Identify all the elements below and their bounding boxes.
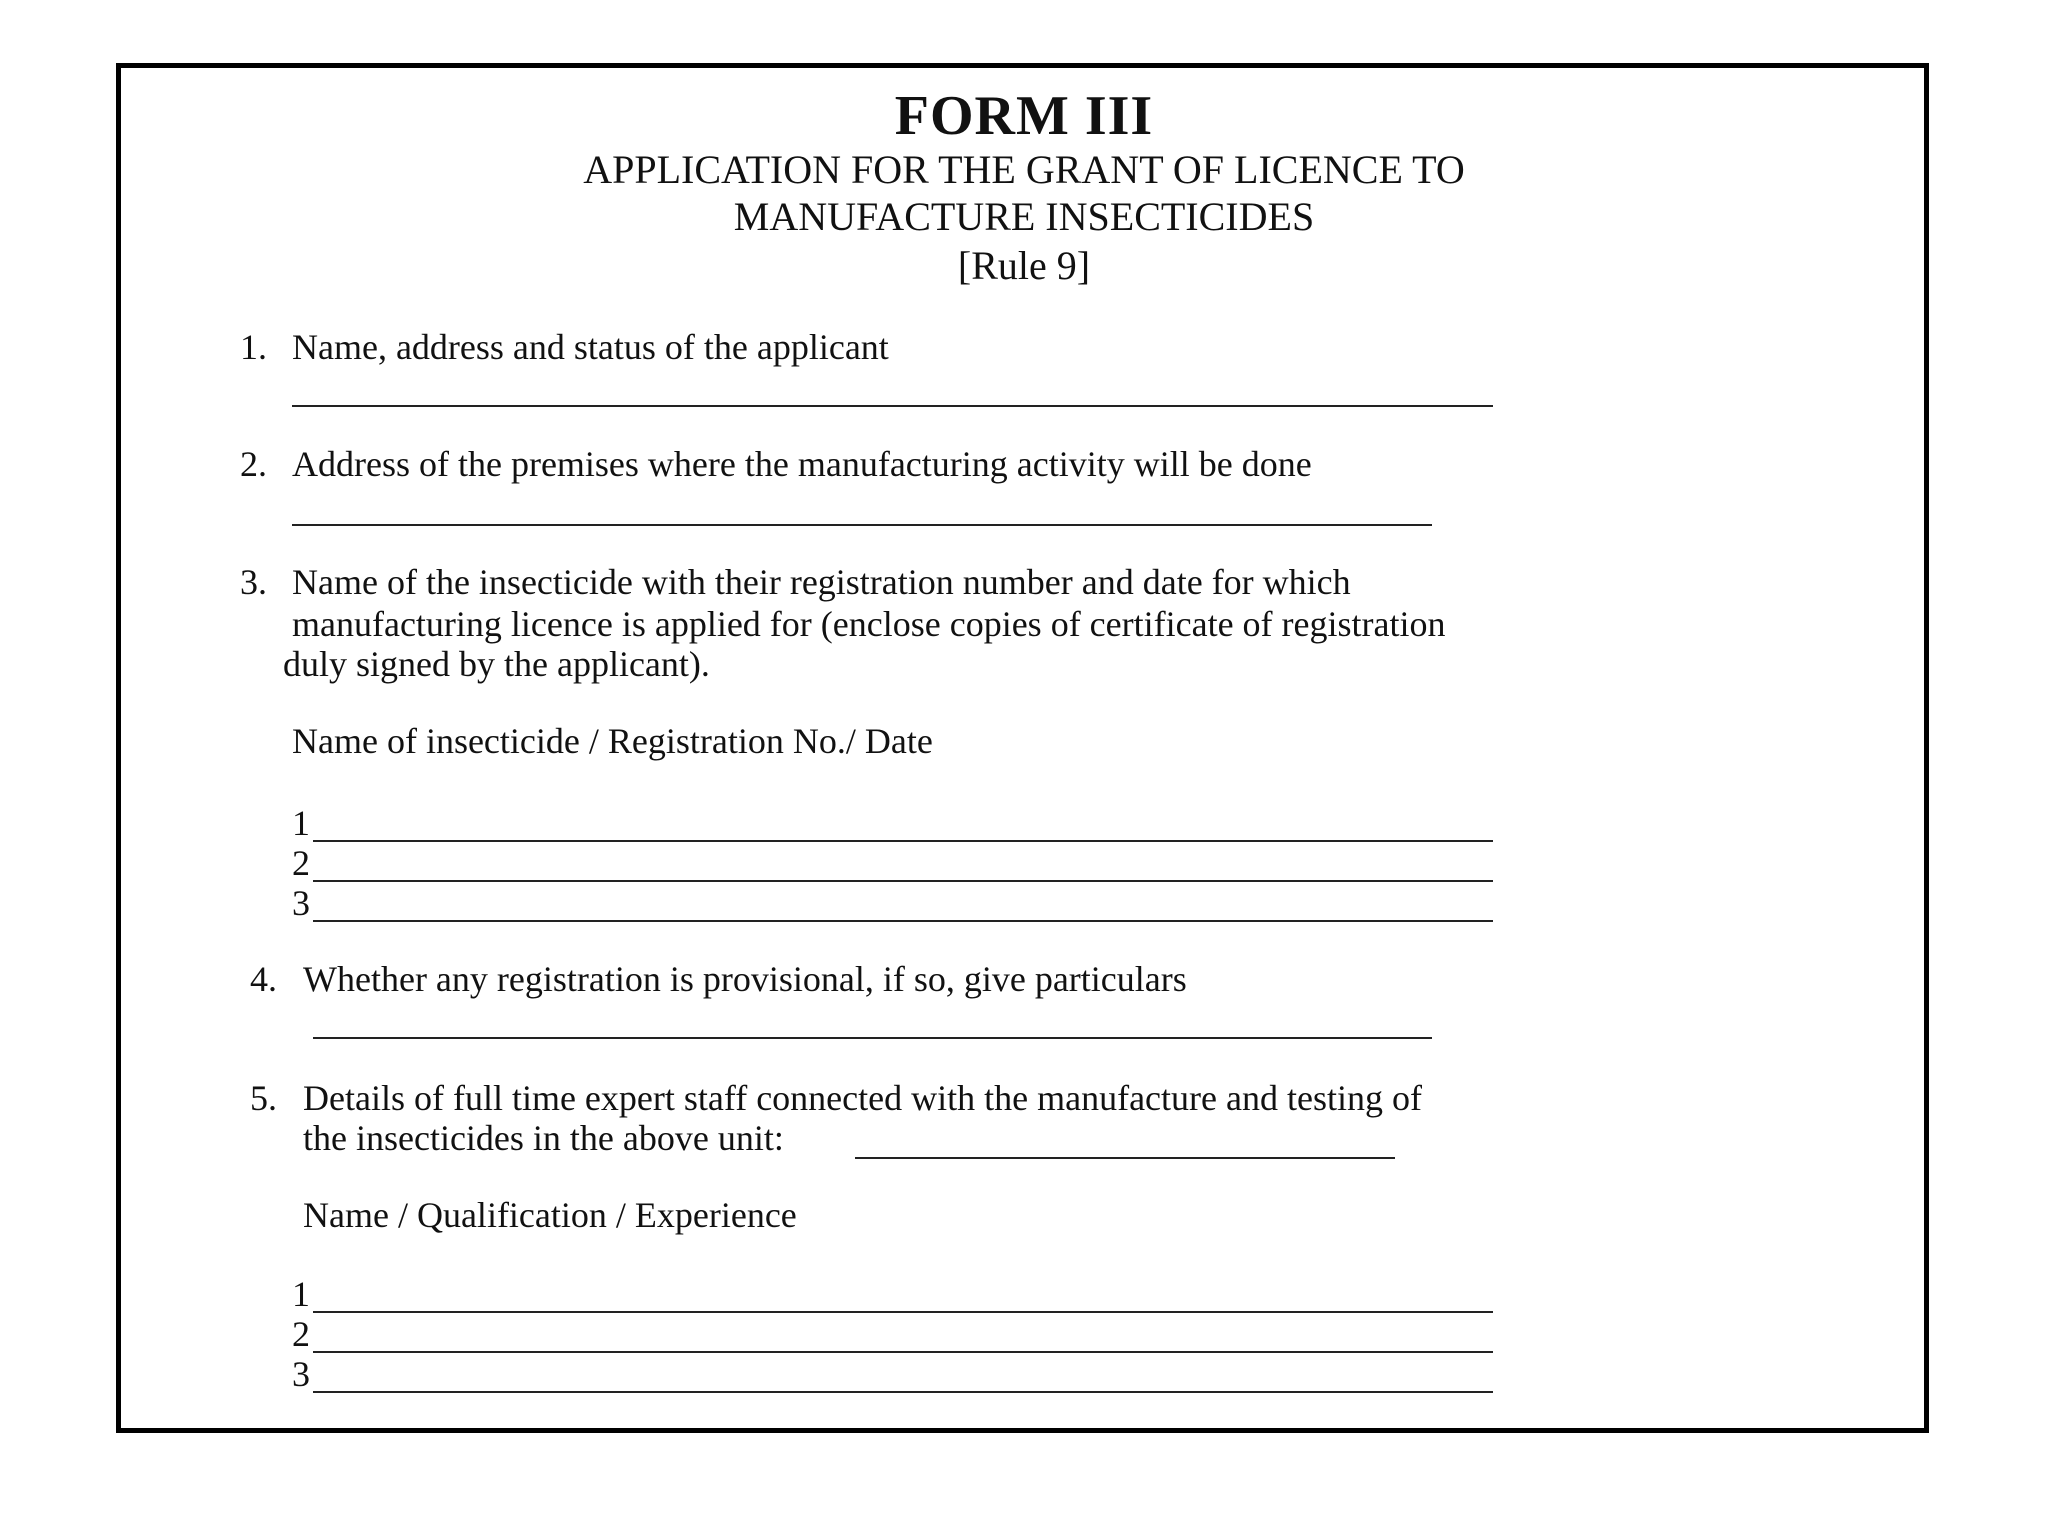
item-3-entry-line[interactable] (313, 840, 1493, 842)
item-4-number: 4. (250, 959, 277, 999)
item-5-entry-number: 1 (292, 1274, 310, 1314)
item-2-label: Address of the premises where the manufacturing activity will be done (292, 444, 1312, 484)
item-2-answer-line[interactable] (292, 524, 1432, 526)
item-3-label-line3: duly signed by the applicant). (283, 644, 710, 684)
item-3-number: 3. (240, 562, 267, 602)
item-5-table-header: Name / Qualification / Experience (303, 1195, 797, 1235)
rule-reference: [Rule 9] (957, 243, 1091, 288)
item-5-entry-line[interactable] (313, 1351, 1493, 1353)
item-3-entry-number: 2 (292, 843, 310, 883)
item-3-label-line2: manufacturing licence is applied for (enclose copies of certificate of registration (292, 604, 1446, 644)
item-3-table-header: Name of insecticide / Registration No./ Date (292, 721, 933, 761)
item-1-number: 1. (240, 327, 267, 367)
item-3-entry-line[interactable] (313, 920, 1493, 922)
form-title: FORM III (894, 85, 1154, 147)
item-4-label: Whether any registration is provisional, if so, give particulars (303, 959, 1187, 999)
item-5-number: 5. (250, 1078, 277, 1118)
item-1-label: Name, address and status of the applicant (292, 327, 889, 367)
item-5-entry-number: 2 (292, 1314, 310, 1354)
item-3-entry-number: 1 (292, 803, 310, 843)
item-5-entry-line[interactable] (313, 1391, 1493, 1393)
item-5-entry-line[interactable] (313, 1311, 1493, 1313)
item-3-entry-number: 3 (292, 883, 310, 923)
item-3-entry-line[interactable] (313, 880, 1493, 882)
form-subtitle-line2: MANUFACTURE INSECTICIDES (733, 194, 1315, 239)
item-5-entry-number: 3 (292, 1354, 310, 1394)
form-subtitle-line1: APPLICATION FOR THE GRANT OF LICENCE TO (583, 147, 1465, 192)
item-4-answer-line[interactable] (313, 1037, 1432, 1039)
item-2-number: 2. (240, 444, 267, 484)
item-5-unit-answer-line[interactable] (855, 1157, 1395, 1159)
item-5-label-line2: the insecticides in the above unit: (303, 1118, 784, 1158)
item-3-label-line1: Name of the insecticide with their registration number and date for which (292, 562, 1351, 602)
item-5-label-line1: Details of full time expert staff connected with the manufacture and testing of (303, 1078, 1422, 1118)
item-1-answer-line[interactable] (292, 405, 1493, 407)
